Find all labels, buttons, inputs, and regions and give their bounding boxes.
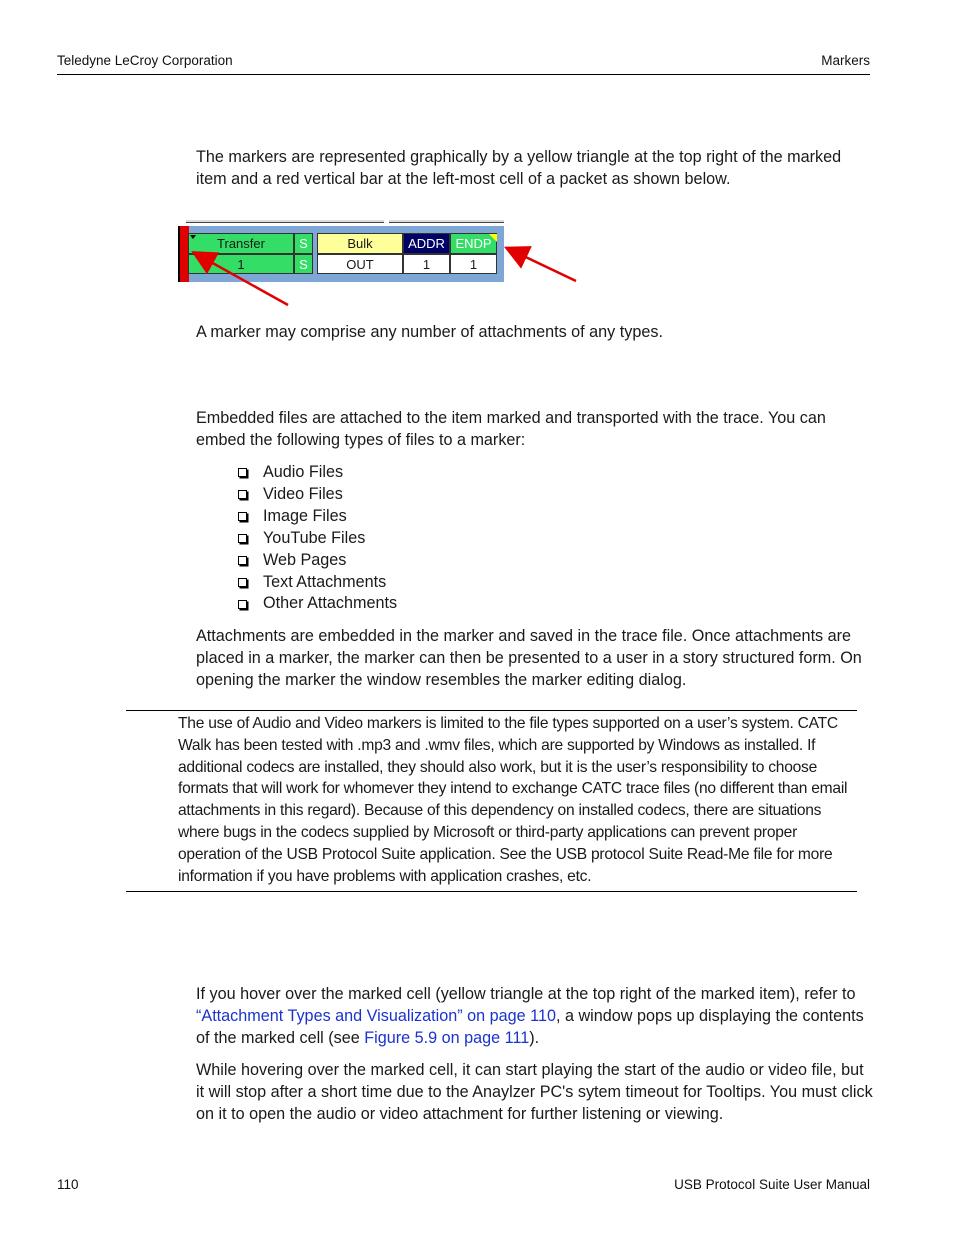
checkbox-bullet-icon bbox=[238, 600, 247, 609]
checkbox-bullet-icon bbox=[238, 490, 247, 499]
header-rule bbox=[57, 74, 870, 75]
endp-label: ENDP bbox=[455, 236, 492, 251]
attachment-types-link[interactable]: “Attachment Types and Visualization” on page 110 bbox=[196, 1007, 556, 1025]
list-item bbox=[237, 572, 397, 594]
hover-playing-text: While hovering over the marked cell, it can start playing the start of the audio or video file, but it will stop after a short time due to the Anaylzer PC's sytem timeout for Tooltips. You must click on it to open the audio or video attachment for further listening or viewing. bbox=[196, 1061, 873, 1123]
list-item-label: Text Attachments bbox=[263, 572, 387, 591]
hover-paragraph bbox=[196, 983, 876, 1049]
s-bottom: S bbox=[299, 257, 308, 272]
list-item bbox=[237, 550, 397, 572]
intro-paragraph bbox=[196, 146, 876, 190]
note-text: The use of Audio and Video markers is limited to the file types supported on a user’s system. CATC Walk has been tested with .mp3 and .wmv files, which are supported by Windows as installed. If additional codecs are installed, they should also work, but it is the user’s responsibility to choose formats that will work for whomever they intend to exchange CATC trace files (no different than email attachments in this regard). Because of this dependency on installed codecs, there are situations where bugs in the codecs supplied by Microsoft or third-party applications can prevent proper operation of the USB Protocol Suite application. See the USB protocol Suite Read-Me file for more information if you have problems with application crashes, etc. bbox=[178, 715, 848, 885]
checkbox-bullet-icon bbox=[238, 468, 247, 477]
page-number: 110 bbox=[57, 1177, 79, 1192]
arrows-overlay bbox=[176, 220, 596, 310]
checkbox-bullet-icon bbox=[238, 578, 247, 587]
marker-note-paragraph bbox=[196, 321, 876, 343]
hover-playing-paragraph bbox=[196, 1059, 876, 1125]
bulk-value: OUT bbox=[346, 257, 374, 272]
endp-value: 1 bbox=[469, 257, 478, 272]
attachments-paragraph bbox=[196, 625, 876, 691]
s-top: S bbox=[299, 236, 308, 251]
list-item-label: Video Files bbox=[263, 484, 343, 503]
list-item bbox=[237, 484, 397, 506]
footer-title: USB Protocol Suite User Manual bbox=[674, 1177, 870, 1192]
list-item-label: YouTube Files bbox=[263, 528, 366, 547]
list-item bbox=[237, 593, 397, 615]
marker-note-text: A marker may comprise any number of attachments of any types. bbox=[196, 323, 663, 341]
attachments-text: Attachments are embedded in the marker and saved in the trace file. Once attachments are placed in a marker, the marker can then be presented to a user in a story structured form. On opening the marker the window resembles the marker editing dialog. bbox=[196, 627, 862, 689]
addr-label: ADDR bbox=[408, 236, 445, 251]
header-right: Markers bbox=[821, 53, 870, 68]
checkbox-bullet-icon bbox=[238, 512, 247, 521]
bulk-label: Bulk bbox=[347, 236, 373, 251]
hover-text-part: ). bbox=[529, 1029, 540, 1047]
addr-value: 1 bbox=[422, 257, 431, 272]
header-left: Teledyne LeCroy Corporation bbox=[57, 53, 233, 68]
hover-text bbox=[196, 983, 876, 1049]
hover-text-part: If you hover over the marked cell (yellow triangle at the top right of the marked item), refer to bbox=[196, 985, 856, 1003]
figure-link[interactable]: Figure 5.9 on page 111 bbox=[364, 1029, 530, 1047]
embedded-intro-text: Embedded files are attached to the item marked and transported with the trace. You can embed the following types of files to a marker: bbox=[196, 409, 826, 449]
embedded-intro-paragraph bbox=[196, 407, 876, 451]
file-types-list bbox=[237, 462, 397, 615]
intro-text: The markers are represented graphically by a yellow triangle at the top right of the marked item and a red vertical bar at the left-most cell of a packet as shown below. bbox=[196, 148, 842, 188]
list-item bbox=[237, 506, 397, 528]
list-item-label: Web Pages bbox=[263, 550, 347, 569]
list-item bbox=[237, 462, 397, 484]
arrow-to-marker-bar-icon bbox=[200, 256, 288, 305]
arrow-to-triangle-icon bbox=[513, 251, 576, 281]
checkbox-bullet-icon bbox=[238, 534, 247, 543]
checkbox-bullet-icon bbox=[238, 556, 247, 565]
transfer-value: 1 bbox=[237, 257, 245, 272]
list-item-label: Image Files bbox=[263, 506, 347, 525]
list-item bbox=[237, 528, 397, 550]
transfer-label: Transfer bbox=[217, 236, 265, 251]
note-box bbox=[126, 710, 857, 892]
list-item-label: Audio Files bbox=[263, 463, 344, 481]
list-item-label: Other Attachments bbox=[263, 594, 398, 613]
hover-text-part: , a window pops up displaying the contents of the marked cell (see bbox=[196, 1007, 864, 1047]
